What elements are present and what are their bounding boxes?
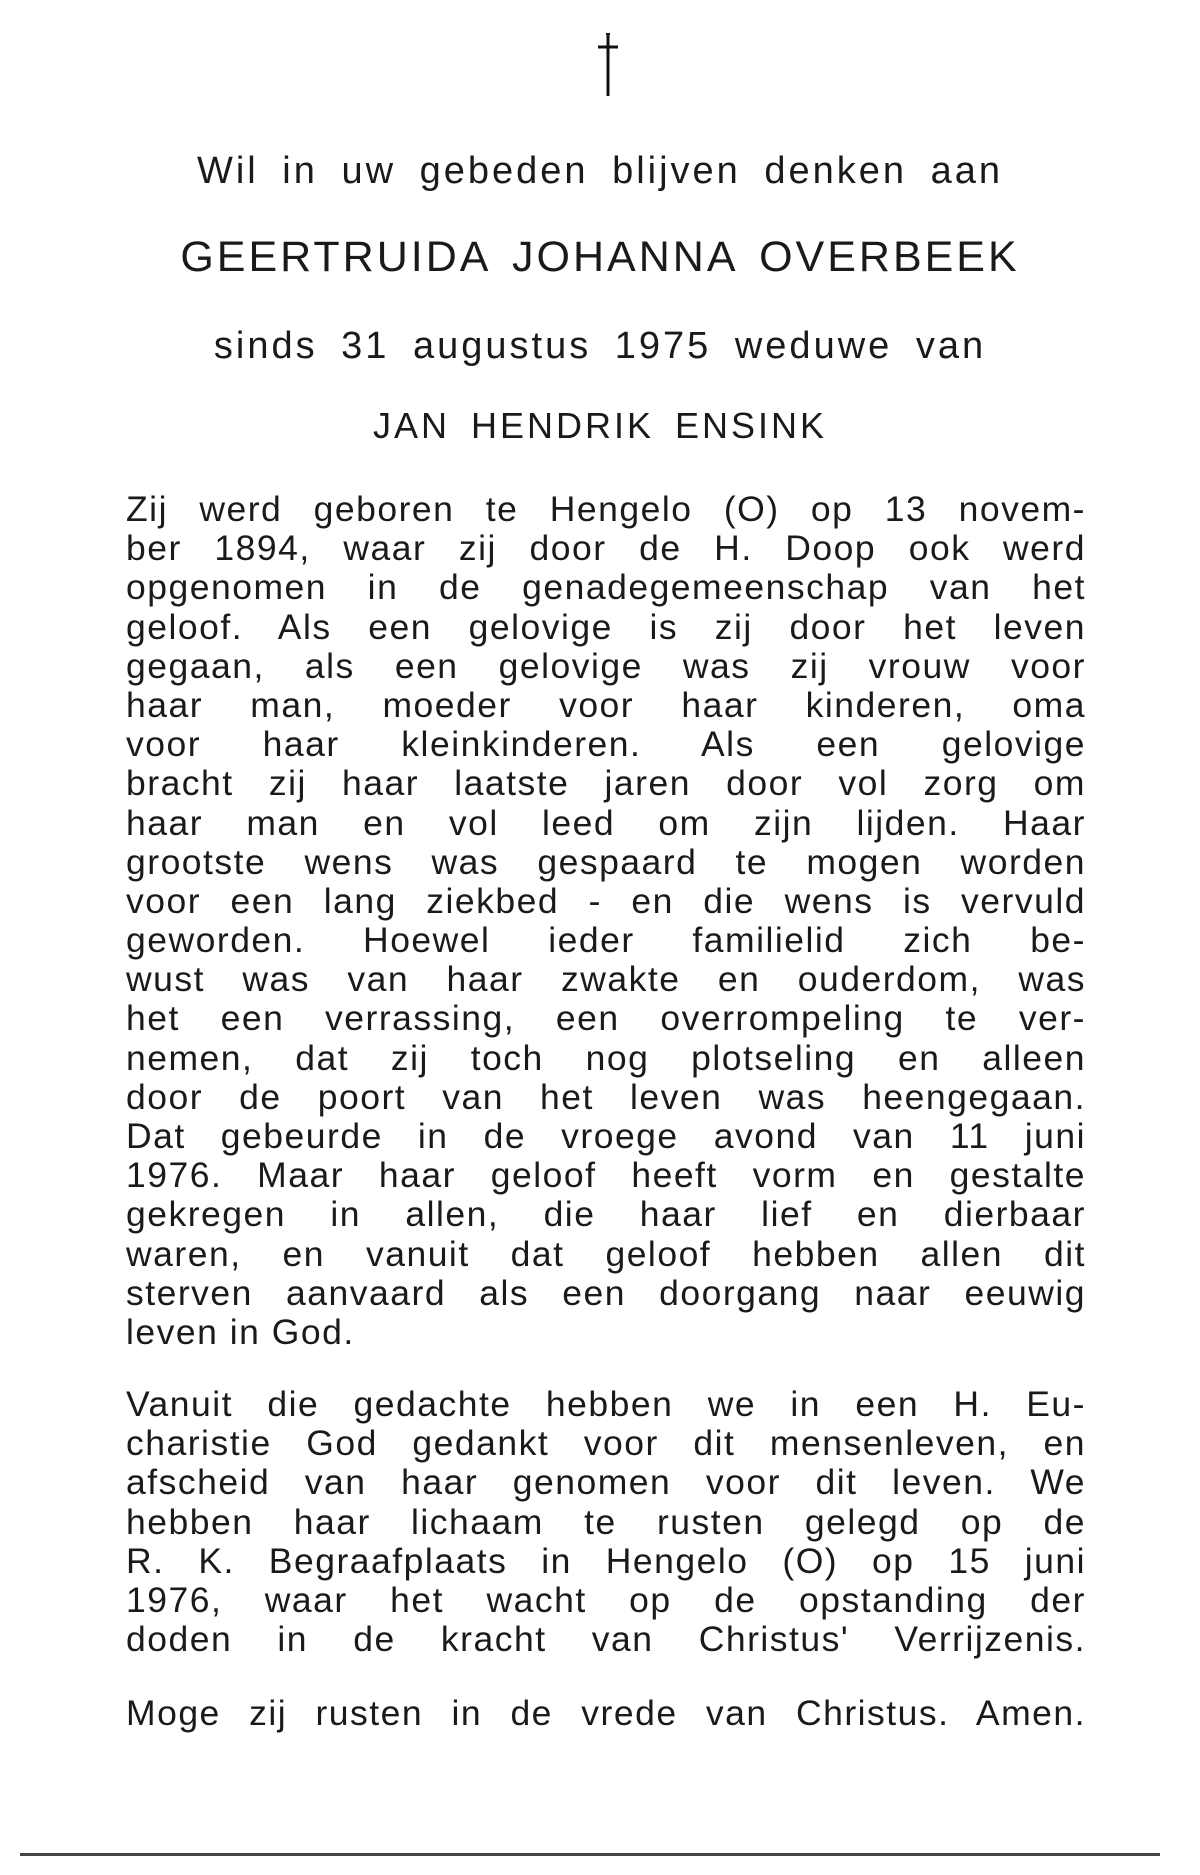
text-line: leven in God. — [126, 1311, 355, 1352]
text-line: gegaan, als een gelovige was zij vrouw voor — [126, 645, 1086, 686]
intro-text: Wil in uw gebeden blijven denken aan — [197, 150, 1003, 192]
text-line: Vanuit die gedachte hebben we in een H. Eu- — [126, 1384, 1086, 1424]
text-line: door de poort van het leven was heengegaan. — [126, 1076, 1086, 1117]
closing-prayer: Moge zij rusten in de vrede van Christus. Amen. — [126, 1693, 1086, 1733]
text-line: afscheid van haar genomen voor dit leven. We — [126, 1462, 1086, 1503]
text-line: wust was van haar zwakte en ouderdom, was — [126, 959, 1086, 1000]
text-line: gekregen in allen, die haar lief en dierbaar — [126, 1194, 1086, 1235]
text-line: haar man, moeder voor haar kinderen, oma — [126, 684, 1086, 725]
deceased-name: GEERTRUIDA JOHANNA OVERBEEK — [180, 233, 1020, 281]
text-line: grootste wens was gespaard te mogen worden — [126, 841, 1086, 882]
text-line: haar man en vol leed om zijn lijden. Haar — [126, 802, 1086, 843]
text-line: opgenomen in de genadegemeenschap van het — [126, 567, 1086, 608]
text-line: sterven aanvaard als een doorgang naar eeuwig — [126, 1272, 1086, 1313]
text-line: ber 1894, waar zij door de H. Doop ook werd — [126, 528, 1086, 569]
text-line: geworden. Hoewel ieder familielid zich be- — [126, 920, 1086, 961]
text-line: Dat gebeurde in de vroege avond van 11 juni — [126, 1116, 1086, 1156]
bottom-divider — [20, 1853, 1160, 1856]
husband-name: JAN HENDRIK ENSINK — [372, 405, 828, 446]
text-line: 1976. Maar haar geloof heeft vorm en gestalte — [126, 1155, 1086, 1196]
text-line: voor haar kleinkinderen. Als een gelovige — [126, 724, 1086, 765]
text-line: Zij werd geboren te Hengelo (O) op 13 novem- — [126, 489, 1086, 529]
text-line: bracht zij haar laatste jaren door vol zorg om — [126, 763, 1086, 804]
text-line: waren, en vanuit dat geloof hebben allen dit — [126, 1233, 1086, 1274]
text-line: het een verrassing, een overrompeling te ver- — [126, 998, 1086, 1039]
text-line: voor een lang ziekbed - en die wens is vervuld — [126, 880, 1086, 921]
biography-paragraph — [126, 490, 1086, 1352]
eucharist-paragraph — [126, 1385, 1086, 1659]
text-line: 1976, waar het wacht op de opstanding der — [126, 1579, 1086, 1620]
widow-line: sinds 31 augustus 1975 weduwe van — [213, 325, 987, 367]
text-line: R. K. Begraafplaats in Hengelo (O) op 15 juni — [126, 1540, 1086, 1581]
text-line: hebben haar lichaam te rusten gelegd op de — [126, 1501, 1086, 1542]
cross-icon — [588, 30, 628, 100]
text-line: doden in de kracht van Christus' Verrijzenis. — [126, 1619, 1086, 1660]
text-line: nemen, dat zij toch nog plotseling en alleen — [126, 1037, 1086, 1078]
text-line: charistie God gedankt voor dit mensenleven, en — [126, 1423, 1086, 1464]
text-line: geloof. Als een gelovige is zij door het leven — [126, 606, 1086, 647]
